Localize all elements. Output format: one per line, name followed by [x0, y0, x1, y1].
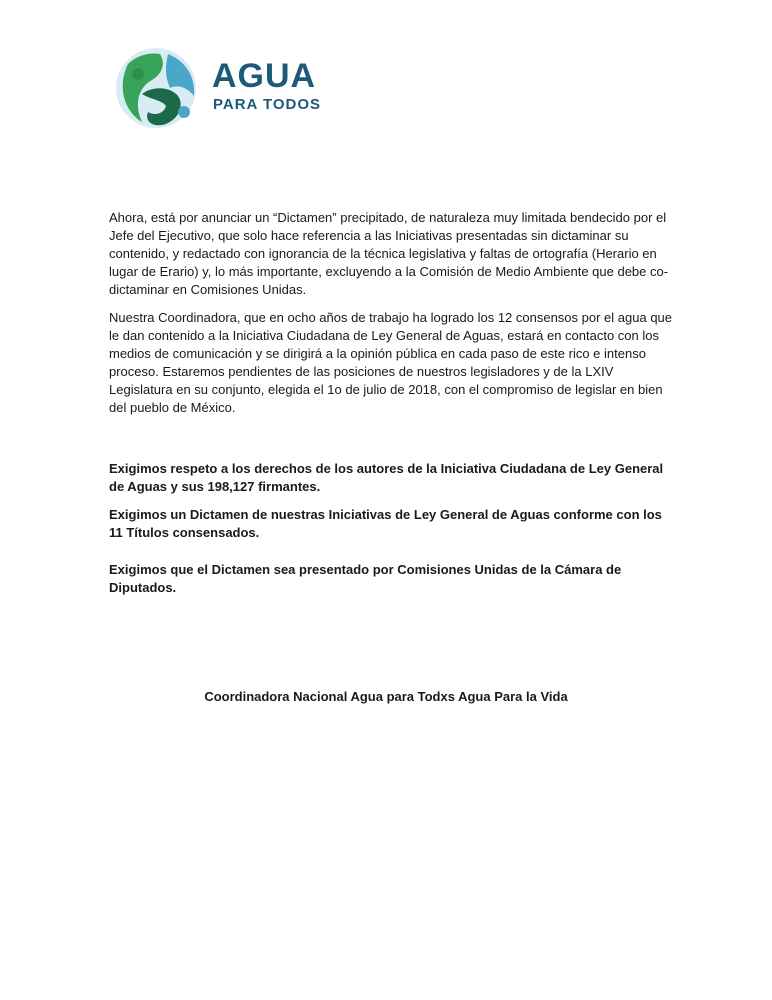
- agua-para-todos-logo: [108, 44, 338, 134]
- signature-line: Coordinadora Nacional Agua para Todxs Agua Para la Vida: [204, 689, 568, 704]
- globe-logo-icon: [108, 44, 208, 134]
- logo-title: AGUA: [212, 57, 317, 95]
- body-text: [109, 209, 675, 427]
- paragraph-coordinadora: Nuestra Coordinadora, que en ocho años de trabajo ha logrado los 12 consensos por el agua que le dan contenido a la Iniciativa Ciudadana de Ley General de Aguas, estará en contacto con los medios de comunicación y se dirigirá a la opinión pública en cada paso de este rico e intenso proceso. Estaremos pendientes de las posiciones de nuestros legisladores y de la LXIV Legislatura en su conjunto, elegida el 1o de julio de 2018, con el compromiso de legislar en bien del pueblo de México.: [109, 310, 673, 415]
- demand-item: Exigimos que el Dictamen sea presentado por Comisiones Unidas de la Cámara de Diputados.: [109, 562, 622, 595]
- demands-list: [109, 460, 669, 607]
- paragraph-dictamen: Ahora, está por anunciar un “Dictamen” precipitado, de naturaleza muy limitada bendecido por el Jefe del Ejecutivo, que solo hace referencia a las Iniciativas presentadas sin dictaminar su contenido, y redactado con ignorancia de la técnica legislativa y faltas de ortografía (Herario en lugar de Erario) y, lo más importante, excluyendo a la Comisión de Medio Ambiente que debe co-dictaminar en Comisiones Unidas.: [109, 210, 669, 297]
- logo-subtitle: PARA TODOS: [213, 96, 322, 113]
- demand-item: Exigimos respeto a los derechos de los autores de la Iniciativa Ciudadana de Ley General de Aguas y sus 198,127 firmantes.: [109, 461, 664, 494]
- demand-item: Exigimos un Dictamen de nuestras Iniciativas de Ley General de Aguas conforme con los 11 Títulos consensados.: [109, 507, 662, 540]
